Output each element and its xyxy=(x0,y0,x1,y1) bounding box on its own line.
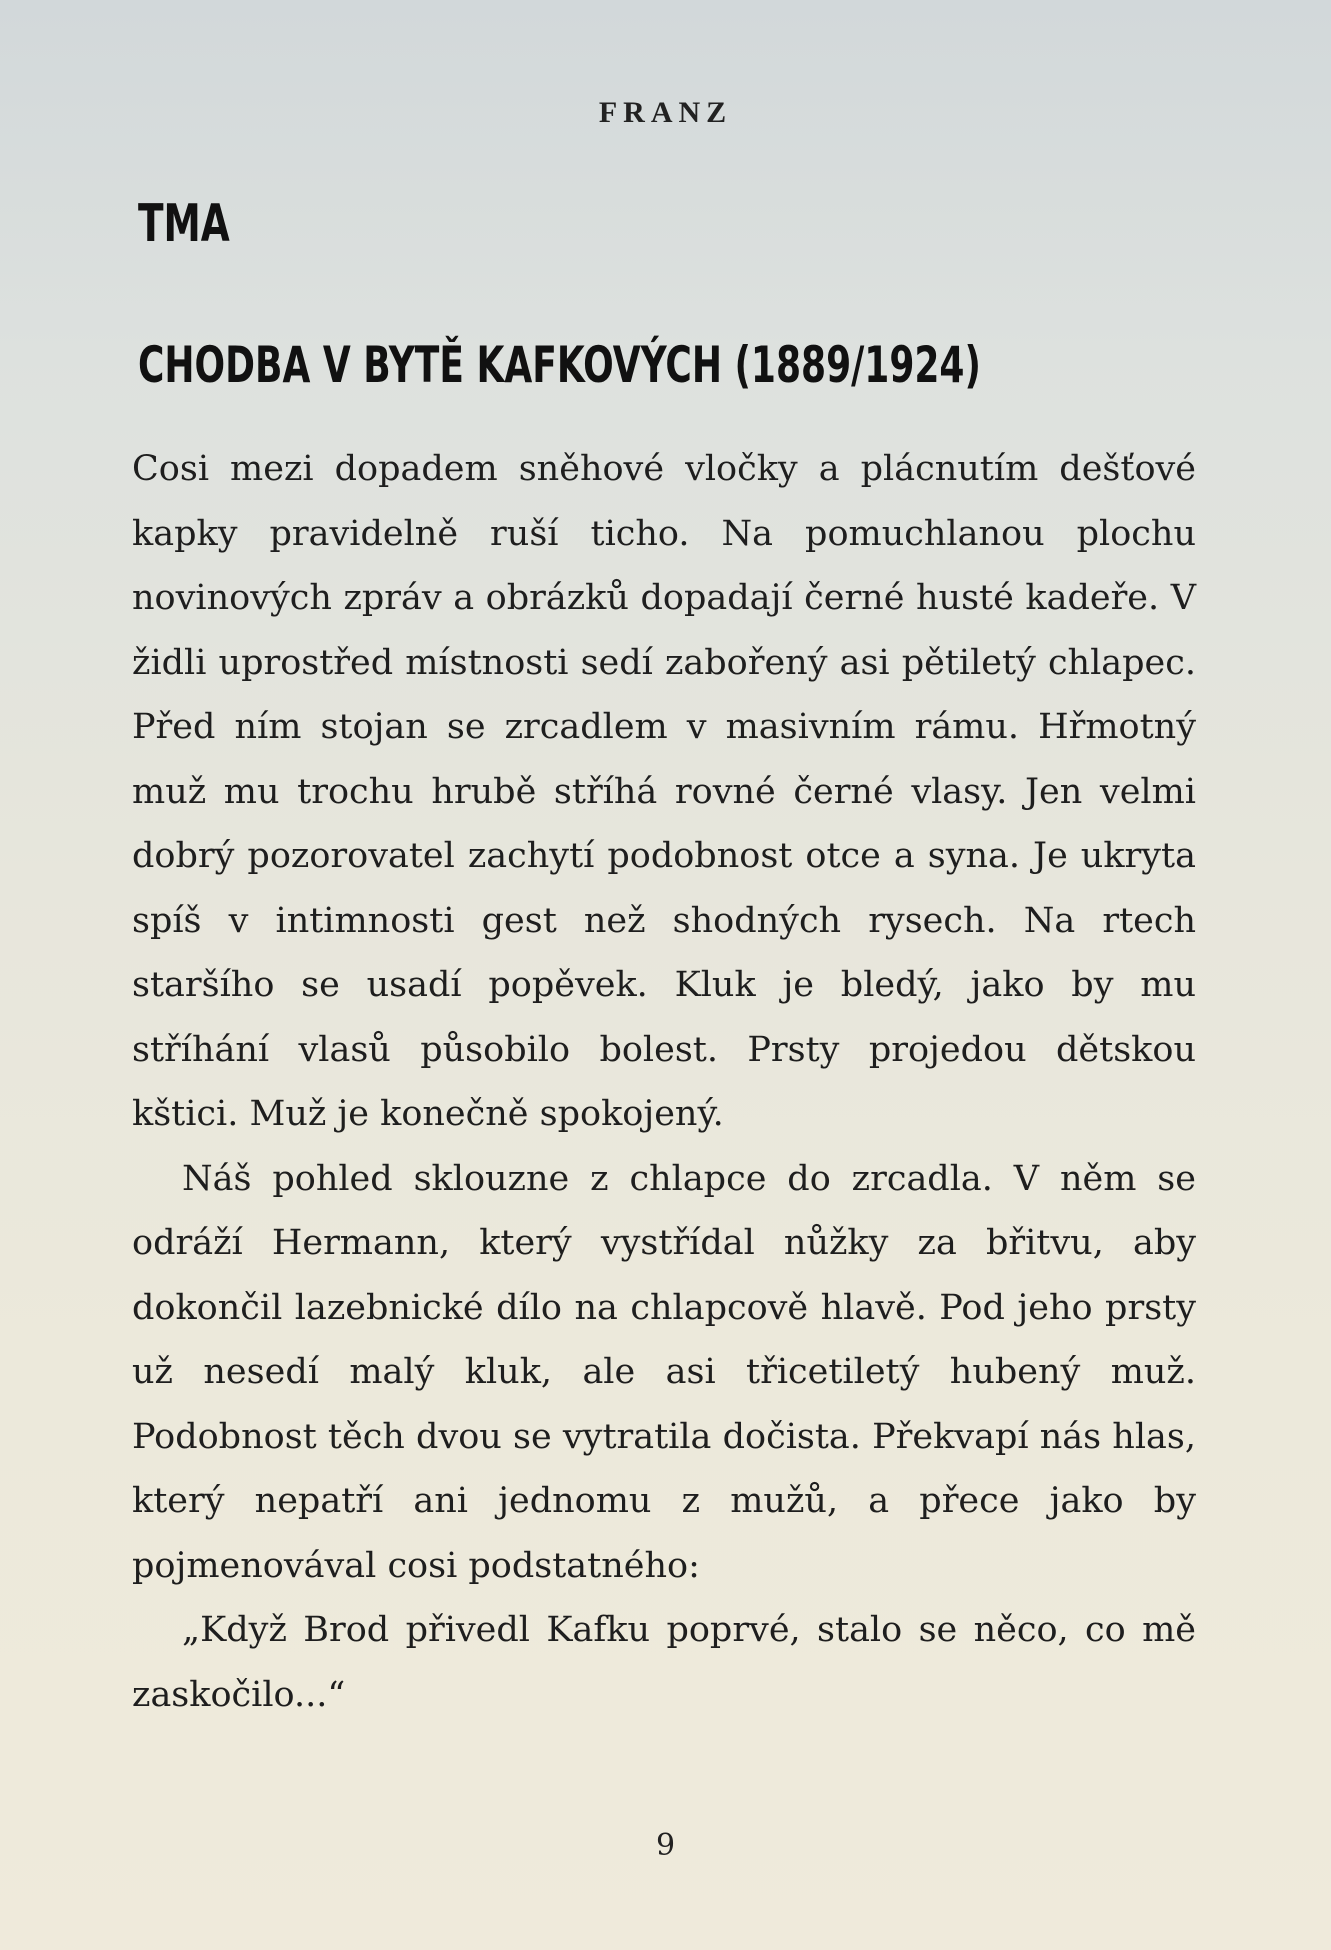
chapter-title: CHODBA V BYTĚ KAFKOVÝCH (1889/1924) xyxy=(138,336,981,394)
paragraph: „Když Brod přivedl Kafku poprvé, stalo se něco, co mě zaskočilo...“ xyxy=(132,1610,1196,1715)
paragraph: Cosi mezi dopadem sněhové vločky a plácnutím dešťové kapky pravidelně ruší ticho. Na pomuchlanou plochu novinových zpráv a obrázků dopadají černé husté kadeře. V židli uprostřed místnosti sedí zabořený asi pětiletý chlapec. Před ním stojan se zrcadlem v masivním rámu. Hřmotný muž mu trochu hrubě stříhá rovné černé vlasy. Jen velmi dobrý pozorovatel zachytí podobnost otce a syna. Je ukryta spíš v intimnosti gest než shodných rysech. Na rtech staršího se usadí popěvek. Kluk je bledý, jako by mu stříhání vlasů působilo bolest. Prsty projedou dětskou kštici. Muž je konečně spokojený. xyxy=(132,449,1196,1134)
page-number: 9 xyxy=(655,1828,676,1863)
section-title: TMA xyxy=(138,194,230,254)
running-head: FRANZ xyxy=(598,96,733,129)
paragraph: Náš pohled sklouzne z chlapce do zrcadla. V něm se odráží Hermann, který vystřídal nůžky za břitvu, aby dokončil lazebnické dílo na chlapcově hlavě. Pod jeho prsty už nesedí malý kluk, ale asi třicetiletý hubený muž. Podobnost těch dvou se vytratila dočista. Překvapí nás hlas, který nepatří ani jednomu z mužů, a přece jako by pojmenovával cosi podstatného: xyxy=(132,1158,1196,1586)
body-text xyxy=(132,437,1196,1727)
